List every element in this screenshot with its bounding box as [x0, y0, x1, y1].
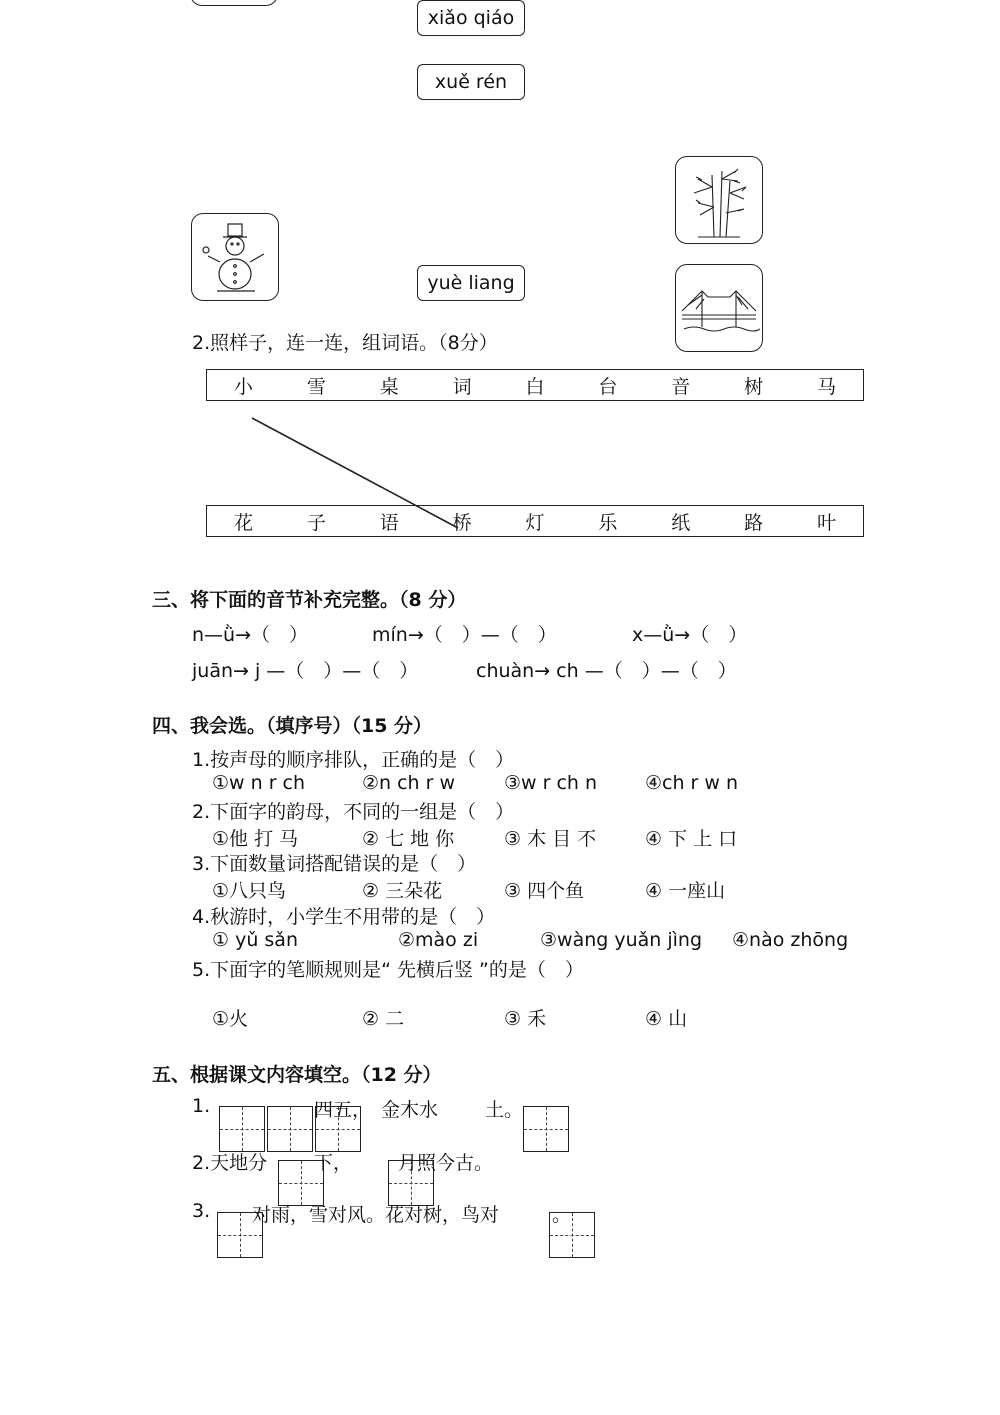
s4-q3-opt[interactable]: ①八只鸟: [212, 880, 287, 902]
pinyin-box-yueliang: yuè liang: [417, 265, 525, 301]
s5-l1-a: 四五，: [314, 1099, 372, 1121]
s4-q4: 4.秋游时，小学生不用带的是（ ）: [192, 906, 496, 928]
s5-l2-a: 2.天地分: [192, 1152, 268, 1174]
s5-l1-c: 土。: [485, 1099, 524, 1121]
s4-q5-opt[interactable]: ③ 禾: [504, 1008, 547, 1030]
s4-q3-opt[interactable]: ③ 四个鱼: [504, 880, 585, 902]
s4-q4-opt[interactable]: ③wàng yuǎn jìng: [540, 929, 703, 951]
s4-q1-opt[interactable]: ④ch r w n: [645, 772, 739, 794]
s4-q1-opt[interactable]: ③w r ch n: [504, 772, 598, 794]
writing-grid[interactable]: [523, 1106, 569, 1152]
s5-l3-num: 3.: [192, 1200, 211, 1222]
s4-q5: 5.下面字的笔顺规则是“ 先横后竖 ”的是（ ）: [192, 959, 584, 981]
char-cell[interactable]: 小: [233, 375, 253, 398]
s3-item-1: n—ǜ→（ ）: [192, 624, 309, 646]
s4-q2-opt[interactable]: ①他 打 马: [212, 828, 299, 850]
s4-q2-opt[interactable]: ④ 下 上 口: [645, 828, 738, 850]
s5-l3-b: 。: [552, 1204, 572, 1226]
char-cell[interactable]: 子: [306, 511, 326, 534]
char-cell[interactable]: 语: [379, 511, 399, 534]
char-cell[interactable]: 树: [744, 375, 764, 398]
s4-q3-opt[interactable]: ④ 一座山: [645, 880, 726, 902]
char-cell[interactable]: 白: [525, 375, 545, 398]
s4-q2: 2.下面字的韵母，不同的一组是（ ）: [192, 801, 515, 823]
char-cell[interactable]: 花: [233, 511, 253, 534]
section4-title: 四、我会选。（填序号）（15 分）: [152, 715, 433, 737]
s4-q5-opt[interactable]: ④ 山: [645, 1008, 688, 1030]
section3-title: 三、将下面的音节补充完整。（8 分）: [152, 589, 467, 611]
s5-l2-c: 月照今古。: [398, 1152, 494, 1174]
s4-q5-opt[interactable]: ② 二: [362, 1008, 405, 1030]
s4-q1-opt[interactable]: ①w n r ch: [212, 772, 306, 794]
char-cell[interactable]: 叶: [817, 511, 837, 534]
char-cell[interactable]: 路: [744, 511, 764, 534]
s4-q1: 1.按声母的顺序排队，正确的是（ ）: [192, 749, 515, 771]
char-cell[interactable]: 雪: [306, 375, 326, 398]
s4-q4-opt[interactable]: ②mào zi: [398, 929, 479, 951]
example-connecting-line: [0, 0, 1000, 600]
s5-l1-num: 1.: [192, 1095, 211, 1117]
s4-q4-opt[interactable]: ④nào zhōng: [732, 929, 849, 951]
s4-q1-opt[interactable]: ②n ch r w: [362, 772, 456, 794]
s3-item-4: juān→ j —（ ）—（ ）: [192, 660, 419, 682]
s4-q5-opt[interactable]: ①火: [212, 1008, 249, 1030]
section5-title: 五、根据课文内容填空。（12 分）: [152, 1064, 442, 1086]
char-cell[interactable]: 乐: [598, 511, 618, 534]
s4-q3-opt[interactable]: ② 三朵花: [362, 880, 443, 902]
char-cell[interactable]: 音: [671, 375, 691, 398]
char-cell[interactable]: 台: [598, 375, 618, 398]
char-cell[interactable]: 纸: [671, 511, 691, 534]
writing-grid[interactable]: [267, 1106, 313, 1152]
char-cell[interactable]: 马: [817, 375, 837, 398]
s5-l1-b: 金木水: [381, 1099, 439, 1121]
s4-q4-opt[interactable]: ① yǔ sǎn: [212, 929, 298, 951]
s3-item-3: x—ǜ→（ ）: [632, 624, 748, 646]
s5-l2-b: 下，: [314, 1152, 353, 1174]
s3-item-5: chuàn→ ch —（ ）—（ ）: [476, 660, 737, 682]
s4-q3: 3.下面数量词搭配错误的是（ ）: [192, 853, 477, 875]
char-cell[interactable]: 桥: [452, 511, 472, 534]
char-cell[interactable]: 词: [452, 375, 472, 398]
s4-q2-opt[interactable]: ③ 木 目 不: [504, 828, 597, 850]
pinyin-box-xueren: xuě rén: [417, 64, 525, 100]
s3-item-2: mín→（ ）—（ ）: [372, 624, 557, 646]
pinyin-box-xiaoqiao: xiǎo qiáo: [417, 0, 525, 36]
writing-grid[interactable]: [219, 1106, 265, 1152]
char-cell[interactable]: 灯: [525, 511, 545, 534]
q2-title: 2.照样子，连一连，组词语。（8分）: [192, 332, 498, 354]
s5-l3-a: 对雨，雪对风。花对树，鸟对: [252, 1204, 500, 1226]
char-cell[interactable]: 桌: [379, 375, 399, 398]
s4-q2-opt[interactable]: ② 七 地 你: [362, 828, 455, 850]
